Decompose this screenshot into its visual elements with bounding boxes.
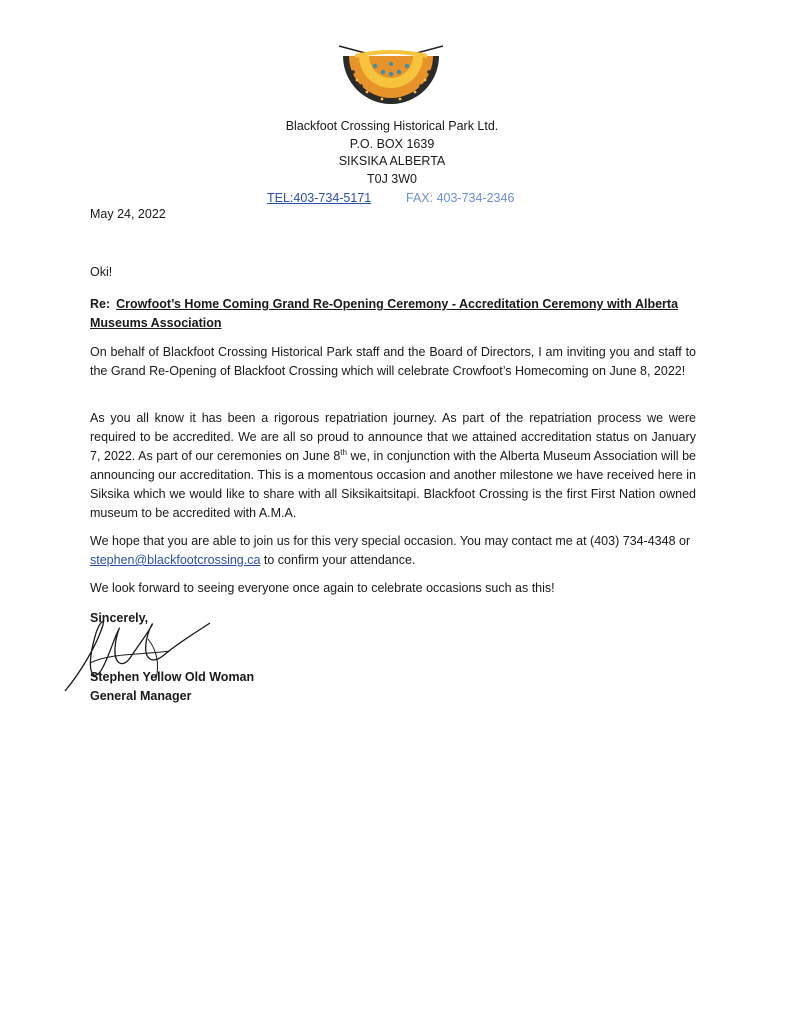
signer-name: Stephen Yellow Old Woman bbox=[90, 670, 255, 684]
blackfoot-crossing-logo bbox=[335, 42, 447, 116]
letter-date: May 24, 2022 bbox=[90, 207, 166, 221]
subject-line bbox=[90, 295, 696, 333]
contact-line bbox=[267, 190, 515, 206]
paragraph-contact-part1: We hope that you are able to join us for this very special occasion. You may contact me at (403) 734-4348 or bbox=[90, 534, 691, 548]
subject-text: Crowfoot’s Home Coming Grand Re-Opening Ceremony - Accreditation Ceremony with Alberta Museums Association bbox=[90, 297, 679, 330]
ordinal-suffix: th bbox=[340, 447, 347, 457]
paragraph-accreditation bbox=[90, 409, 696, 523]
org-name: Blackfoot Crossing Historical Park Ltd. bbox=[285, 119, 499, 133]
paragraph-contact-part2: to confirm your attendance. bbox=[260, 553, 416, 567]
signer-title: General Manager bbox=[90, 689, 192, 703]
email-link[interactable]: stephen@blackfootcrossing.ca bbox=[90, 553, 261, 567]
greeting: Oki! bbox=[90, 265, 113, 279]
fax-number: FAX: 403-734-2346 bbox=[406, 191, 515, 205]
paragraph-invitation: On behalf of Blackfoot Crossing Historical Park staff and the Board of Directors, I am inviting you and staff to the Grand Re-Opening of Blackfoot Crossing which will celebrate Crowfoot’s Homecoming on June 8, 2022! bbox=[90, 345, 696, 378]
paragraph-contact bbox=[90, 532, 696, 570]
paragraph-accreditation-part2: we, in conjunction with the Alberta Museum Association will be announcing our accreditation. This is a momentous occasion and another milestone we have received here in Siksika which we would like to share with all Siksikaitsitapi. Blackfoot Crossing is the first First Nation owned museum to be accredited with A.M.A. bbox=[90, 449, 696, 520]
closing: Sincerely, bbox=[90, 611, 149, 625]
paragraph-closing-remark: We look forward to seeing everyone once again to celebrate occasions such as this! bbox=[90, 581, 555, 595]
city-province: SIKSIKA ALBERTA bbox=[338, 154, 446, 168]
telephone-link[interactable]: TEL:403-734-5171 bbox=[267, 191, 372, 205]
po-box: P.O. BOX 1639 bbox=[349, 136, 435, 151]
letterhead-address bbox=[180, 118, 604, 188]
postal-code: T0J 3W0 bbox=[366, 171, 417, 186]
subject-label: Re: bbox=[90, 297, 111, 311]
paragraph-accreditation-part1: As you all know it has been a rigorous repatriation journey. As part of the repatriation process we were required to be accredited. We are all so proud to announce that we attained accreditation status on January 7, 2022. As part of our ceremonies on June 8 bbox=[90, 411, 696, 463]
